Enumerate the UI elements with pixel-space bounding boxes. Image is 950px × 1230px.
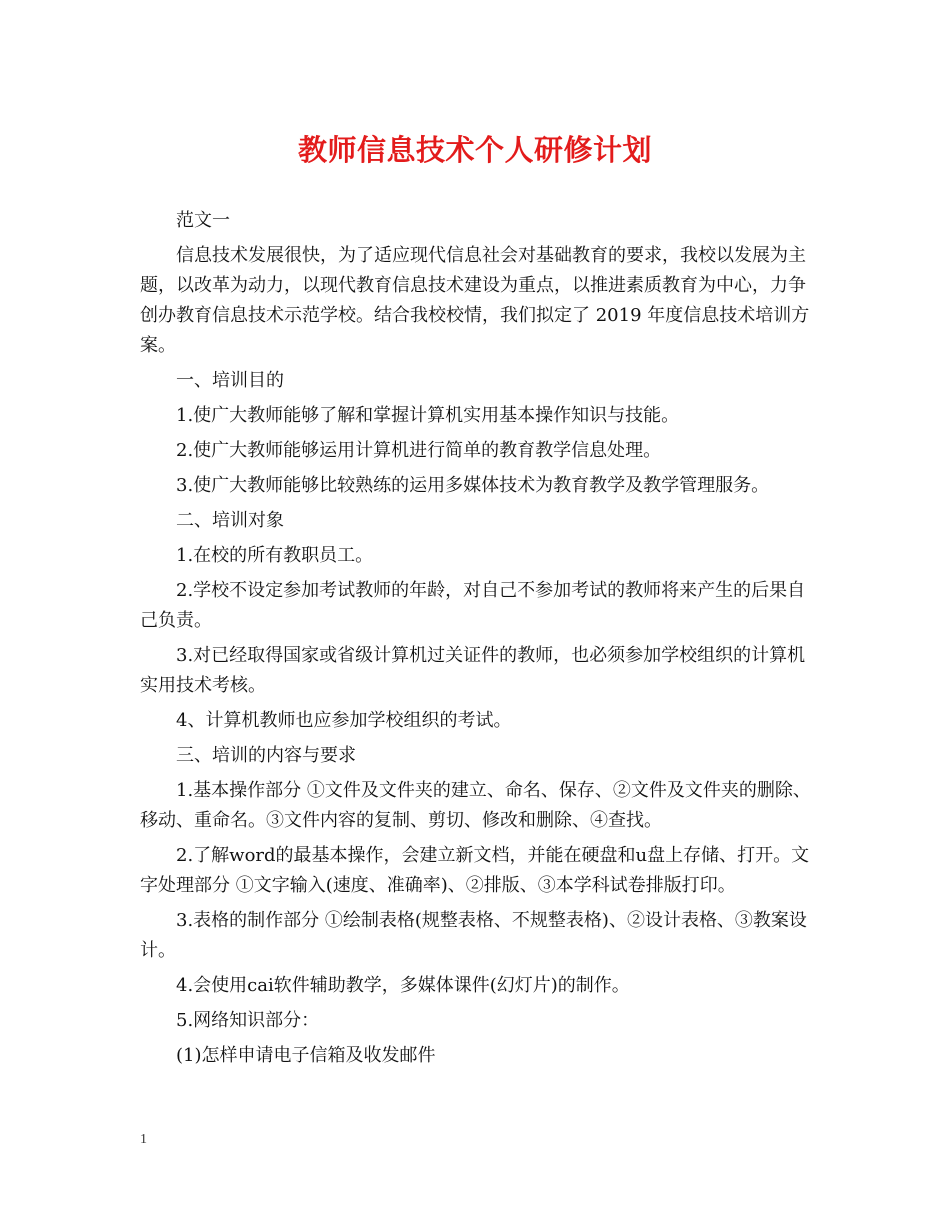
document-title: 教师信息技术个人研修计划 <box>297 133 652 167</box>
paragraph-1: 范文一 <box>176 210 230 231</box>
page-number: 1 <box>140 1132 147 1147</box>
paragraph-10: 3.对已经取得国家或省级计算机过关证件的教师，也必须参加学校组织的计算机实用技术考核。 <box>140 645 806 696</box>
paragraph-2: 信息技术发展很快，为了适应现代信息社会对基础教育的要求，我校以发展为主题，以改革为动力，以现代教育信息技术建设为重点，以推进素质教育为中心，力争创办教育信息技术示范学校。结合我校校情，我们拟定了 2019 年度信息技术培训方案。 <box>140 245 810 356</box>
document-body <box>140 206 822 1071</box>
paragraph-18: (1)怎样申请电子信箱及收发邮件 <box>176 1045 436 1066</box>
paragraph-16: 4.会使用cai软件辅助教学，多媒体课件(幻灯片)的制作。 <box>176 975 630 996</box>
paragraph-17: 5.网络知识部分： <box>176 1010 320 1031</box>
paragraph-5: 2.使广大教师能够运用计算机进行简单的教育教学信息处理。 <box>176 440 662 461</box>
paragraph-6: 3.使广大教师能够比较熟练的运用多媒体技术为教育教学及教学管理服务。 <box>176 475 770 496</box>
paragraph-9: 2.学校不设定参加考试教师的年龄，对自己不参加考试的教师将来产生的后果自己负责。 <box>140 580 806 631</box>
paragraph-4: 1.使广大教师能够了解和掌握计算机实用基本操作知识与技能。 <box>176 405 680 426</box>
paragraph-11: 4、计算机教师也应参加学校组织的考试。 <box>176 710 512 731</box>
paragraph-15: 3.表格的制作部分 ①绘制表格(规整表格、不规整表格)、②设计表格、③教案设计。 <box>140 910 807 961</box>
paragraph-14: 2.了解word的最基本操作，会建立新文档，并能在硬盘和u盘上存储、打开。文字处理部分 ①文字输入(速度、准确率)、②排版、③本学科试卷排版打印。 <box>140 845 810 896</box>
paragraph-12: 三、培训的内容与要求 <box>176 745 356 766</box>
paragraph-7: 二、培训对象 <box>176 510 284 531</box>
paragraph-8: 1.在校的所有教职员工。 <box>176 545 374 566</box>
paragraph-3: 一、培训目的 <box>176 370 284 391</box>
paragraph-13: 1.基本操作部分 ①文件及文件夹的建立、命名、保存、②文件及文件夹的删除、移动、重命名。③文件内容的复制、剪切、修改和删除、④查找。 <box>140 780 811 831</box>
